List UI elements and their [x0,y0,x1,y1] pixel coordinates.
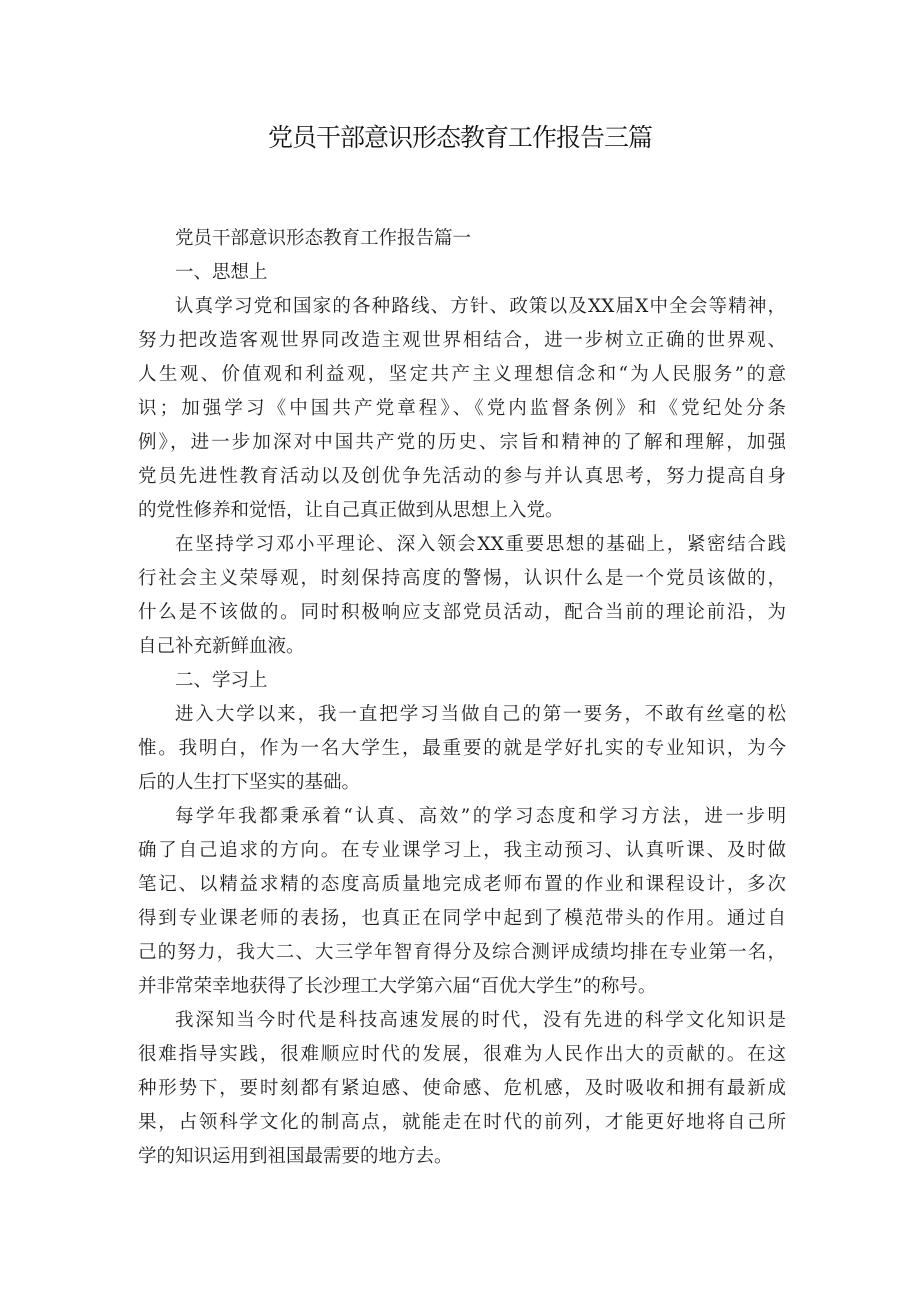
heading-thought: 一、思想上 [175,262,268,283]
paragraph-line: 得到专业课老师的表扬，也真正在同学中起到了模范带头的作用。通过自 [138,908,786,929]
paragraph-line: 己的努力，我大二、大三学年智育得分及综合测评成绩均排在专业第一名， [138,942,786,963]
paragraph [138,698,786,800]
paragraph-line: 识；加强学习《中国共产党章程》、《党内监督条例》和《党纪处分条 [138,398,786,419]
paragraph [138,1004,786,1174]
paragraph [138,528,786,664]
paragraph-line: 自己补充新鲜血液。 [138,636,305,657]
paragraph-line: 确了自己追求的方向。在专业课学习上，我主动预习、认真听课、及时做 [138,840,786,861]
paragraph-line: 我深知当今时代是科技高速发展的时代，没有先进的科学文化知识是 [175,1010,786,1031]
section-title: 党员干部意识形态教育工作报告篇一 [175,228,472,249]
document-title: 党员干部意识形态教育工作报告三篇 [267,123,652,152]
paragraph-line: 很难指导实践，很难顺应时代的发展，很难为人民作出大的贡献的。在这 [138,1044,786,1065]
paragraph-line: 什么是不该做的。同时积极响应支部党员活动，配合当前的理论前沿，为 [138,602,786,623]
heading-study: 二、学习上 [175,670,268,691]
paragraph [138,290,786,528]
paragraph-line: 努力把改造客观世界同改造主观世界相结合，进一步树立正确的世界观、 [138,330,786,351]
paragraph-line: 人生观、价值观和利益观，坚定共产主义理想信念和“为人民服务”的意 [138,364,786,385]
document-body [138,222,786,1174]
paragraph-line: 并非常荣幸地获得了长沙理工大学第六届“百优大学生”的称号。 [138,976,657,997]
paragraph-line: 行社会主义荣辱观，时刻保持高度的警惕，认识什么是一个党员该做的， [138,568,786,589]
paragraph-line: 每学年我都秉承着“认真、高效”的学习态度和学习方法，进一步明 [175,806,786,827]
paragraph-line: 学的知识运用到祖国最需要的地方去。 [138,1146,453,1167]
paragraph-line: 果，占领科学文化的制高点，就能走在时代的前列，才能更好地将自己所 [138,1112,786,1133]
paragraph-line: 进入大学以来，我一直把学习当做自己的第一要务，不敢有丝毫的松 [175,704,786,725]
paragraph-line: 党员先进性教育活动以及创优争先活动的参与并认真思考，努力提高自身 [138,466,786,487]
paragraph [138,800,786,1004]
paragraph-line: 在坚持学习邓小平理论、深入领会XX重要思想的基础上，紧密结合践 [175,534,786,555]
paragraph-line: 笔记、以精益求精的态度高质量地完成老师布置的作业和课程设计，多次 [138,874,786,895]
paragraph-line: 后的人生打下坚实的基础。 [138,772,361,793]
paragraph-line: 的党性修养和觉悟，让自己真正做到从思想上入党。 [138,500,564,521]
paragraph-line: 例》，进一步加深对中国共产党的历史、宗旨和精神的了解和理解，加强 [138,432,786,453]
paragraph-line: 认真学习党和国家的各种路线、方针、政策以及XX届X中全会等精神， [175,296,786,317]
paragraph-line: 种形势下，要时刻都有紧迫感、使命感、危机感，及时吸收和拥有最新成 [138,1078,786,1099]
paragraph-line: 惟。我明白，作为一名大学生，最重要的就是学好扎实的专业知识，为今 [138,738,786,759]
